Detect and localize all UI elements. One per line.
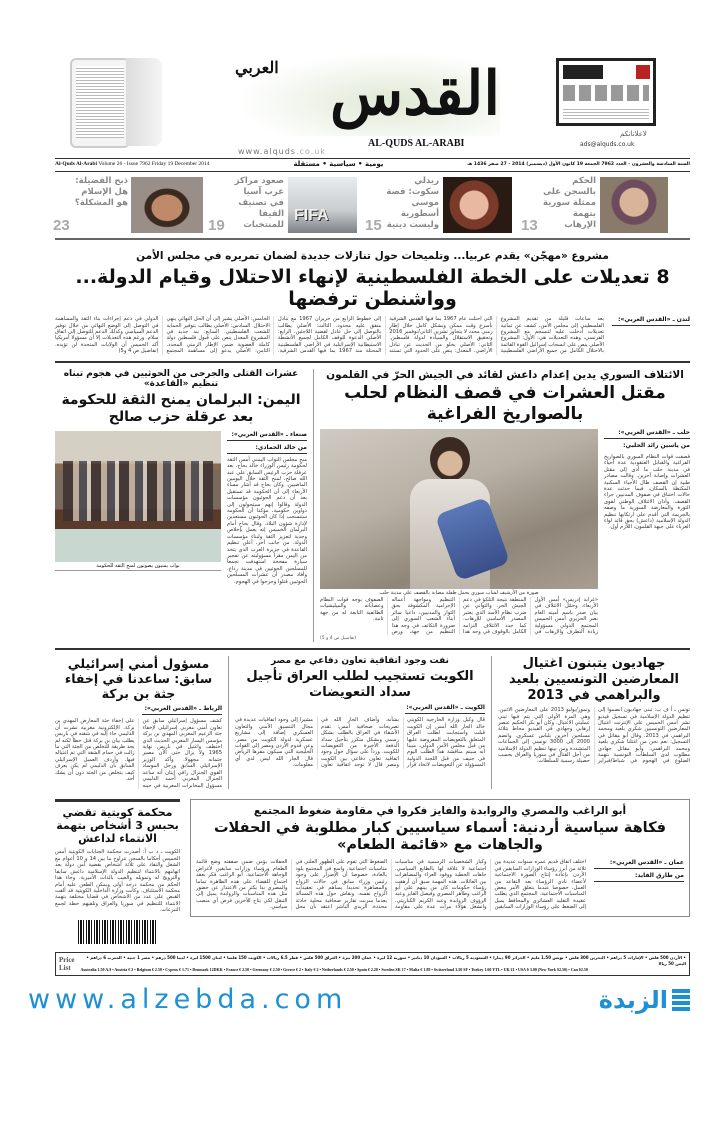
rule: [55, 238, 690, 240]
kuwait-iraq-headline[interactable]: الكويت تستجيب لطلب العراق تأجيل سداد التعويضات: [246, 669, 474, 700]
syria-photo-caption: صورة من الأرشيف لشاب سوري يحمل طفلة مصابة بالقصف على مدينة حلب: [379, 590, 539, 596]
israel-body: كشف مسؤول إسرائيلي سابق عن تعاون أمني مغربي إسرائيلي لإخفاء جثة الزعيم المغربي المهدي بن بركة مؤسس اليسار المغربي الحديث الذي اختطف واغتيل في باريس نهاية 1965 ولا يزال حتى الآن مصير جثمانه مجهولا. وأكد الوزير الإسرائيلي السابق ورجل الموساد القوي الجنرال رافي إيتان أنه ساعد الجنرال المغربي أحمد الدليمي مسؤول المخابرات المغربية في حينه على إخفاء جثة المعارض المهدي بن بركة. الإلكترونية مغربية نشرت أن الدليمي جاء إليه في شقته في باريس يطلب بيان بن بركة قتل خطأ لكنه لم يجد طريقة للتخلص من الجثة التي ما زالت في حمام الشقة التي تم اغتياله فيها. وأردف العميل الإسرائيلي السابق بأن الدليمي لم يكن يعرف كيف يتخلص من الجثة دون أن يشك أحد.: [55, 718, 222, 789]
latin-name: AL-QUDS AL-ARABI: [368, 138, 465, 149]
kuwait-court-story: [55, 799, 180, 944]
syria-continued: (تفاصيل ص 4 و 5): [320, 636, 357, 642]
jordan-author: من طارق الفايد:: [594, 872, 684, 882]
url-main: www.alquds: [238, 147, 296, 156]
rule: [55, 361, 690, 363]
teaser-photo-ridley-scott[interactable]: [443, 177, 512, 233]
paper-name-latin: Al-Quds Al-Arabi: [55, 161, 98, 167]
issue-details: Volume 26 - Issue 7962 Friday 19 December 2014: [98, 161, 210, 167]
dateline-left: [55, 160, 209, 169]
column-divider: [228, 656, 229, 788]
jordan-body: اختلف اتفاق قديم عمره سنوات عديدة بين ثلاثة من أبرز رؤساء الوزارات السابقين في الأردن بإعادة إنتاج الصورة الاجتماعية لأعضاء نادي الرؤساء بعد التقاعد من العمل، خصوصا عندما يتعلق الأمر ببعض المناسبات الاجتماعية. المجتمع الذي يطلب عقيدة التقليد العشائري والمحافظ يميل إلى الضغط على رؤساء الوزارات السابقين وكبار الشخصيات الرسمية في مناسبات اجتماعية لا علاقة لها بالطابع السياسي. جاهات الخطبة ووفود العزاء والمصاهرات بين العائلات. هذه المهمة سبق أن أرهقت رؤساء حكومات كان من بينهم علي أبو الراغب وطاهر المصري وفيصل الفايز وعبد الرؤوف الروابدة وعبد الكريم الكباريتي. وانشغل هؤلاء مرات عدة على مقاومة الضغوط التي تقوم على الظهور العلني في مناسبات اجتماعية. واسع في المجتمع يلوذ بالعادة، خصوصا أن الإصرار على وجود رئيس وزراء سابق في حالات الزواج والمصاهرة تحديدا يساهم في تعقيدات الزواج نفسه. ونقاش حول هذه المسألة بعدما سربت تقارير صحافية محلية حادثة محددة. الزيدي الباشر اعتقد بأن محل الحفلات يؤمن ضمن صفقته وضع قائمة الطعام ورؤساء وزارات سابقين لأغراض الوجاهة الاجتماعية. أبو الراغب فكر بعقد اجتماع للقضاء على هذه الظاهرة تماما والمصري بدا يكثر من الاعتذار عن حضور مثل هذه المناسبات والروابدة يميل إلى التنقل لكي يتاح للآخرين فرص أي منصب سياسي.: [196, 859, 586, 911]
teaser-page-number: 15: [365, 217, 382, 234]
jordan-headline[interactable]: فكاهة سياسية أردنية: أسماء سياسيين كبار مطلوبة في الحفلات والجاهات مع «قائمة الطعام»: [213, 819, 667, 853]
teaser-photo-actress[interactable]: [600, 177, 668, 233]
ad-email[interactable]: ads@alquds.co.uk: [580, 141, 635, 148]
lead-headline[interactable]: 8 تعديلات على الخطة الفلسطينية لإنهاء الاحتلال وقيام الدولة... وواشنطن ترفضها: [75, 265, 670, 311]
teaser-text[interactable]: صعود مراكز عرب آسيا في تصنيف الفيفا للمنتخبات: [234, 176, 284, 230]
rule: [55, 158, 690, 159]
tunisia-story: [498, 656, 690, 764]
url-tld: .co.uk: [295, 147, 326, 156]
logo-main: القدس: [329, 59, 500, 129]
web-ad-monitor: [556, 58, 656, 126]
ipad-ad: [62, 58, 166, 148]
watermark-url: www.alzebda.com: [28, 983, 348, 1015]
row-three: [55, 656, 690, 788]
price-label: Price: [59, 955, 75, 964]
row-four: [55, 799, 690, 944]
jordan-byline: عمان ـ «القدس العربي»:: [594, 859, 684, 869]
list-label: List: [59, 963, 71, 972]
teaser-text[interactable]: ذبح الفضيلة: هل الإسلام هو المشكلة؟: [74, 176, 128, 208]
website-url[interactable]: [238, 147, 326, 156]
watermark-logo: [599, 985, 690, 1015]
kuwait-iraq-subhead[interactable]: نفت وجود اتفاقية تعاون دفاعي مع مصر: [271, 656, 449, 667]
yemen-photo-caption: نواب يمنيون يصوتون لمنح الثقة للحكومة: [55, 562, 221, 571]
tunisia-body: تونس ـ أ ف ب: تبنى جهاديون انضموا إلى تنظيم الدولة الإسلامية في تسجيل فيديو نشر أمس الخميس على الإنترنت اغتيال المعارضين التونسيين شكري بلعيد ومحمد البراهمي في 2013. وقال أبو مقاتل في التسجيل: نعم نحن من اغتلنا شكري بلعيد ومحمد البراهمي. وأبو مقاتل جهادي مطلوب لدى السلطات التونسية بتهمة الضلوع في الهجوم في شباط/فبراير وتموز/يوليو 2013 على المعارضين الاثنين. وهي المرة الأولى التي يتم فيها تبني عمليتي الاغتيال. وكان أبو بكر الحكيم عنصر إرهابي وجهادي في الفيديو محاط بثلاثة مسلحين آخرين بلباس عسكري. وانضم 2000 إلى 3000 تونسي إلى الجماعات المتشددة ومن بينها تنظيم الدولة الإسلامية من أجل القتال في سوريا والعراق بحسب حصيلة رسمية للسلطات.: [498, 707, 690, 765]
barcode: [78, 920, 158, 944]
lead-body: بعد ساعات قليلة من تقديم المشروع الفلسطيني إلى مجلس الأمن، كشف عن ثمانية تعديلات أدخلت عليه لتنسجم مع المشروع الفرنسي، وهذه التعديلات هي: الأول: المشروع الأصلي ينص على انسحاب إسرائيل القوة القائمة بالاحتلال الكامل من جميع الأراضي الفلسطينية التي احتلت عام 1967 بما فيها القدس الشرقية بأسرع وقت ممكن وبشكل كامل خلال إطار زمني محدد لا يتجاوز تشرين الثاني/نوفمبر 2016 وتحقيق الاستقلال والسيادة لدولة فلسطين. الثاني: الأصلي يخلو من الحديث عن تبادل الأراضي. المعدل: ينص على الحدود التي تستند إلى خطوط الرابع من حزيران 1967 مع تبادل متفق عليه محدود. الثالث: الأصلي يطالب بالتوصل إلى حل عادل لقضية اللاجئين. الرابع: الأصلي الدعوة للوقف الكامل لجميع الأنشطة الاستيطانية الإسرائيلية في الأراضي الفلسطينية المحتلة منذ 1967 بما فيها القدس الشرقية. الخامس: الأصلي يشير إلى أن الحل النهائي ينهي الاحتلال. السادس: الأصلي يطالب بتوفير الحماية للشعب الفلسطيني. السابع: بند جديد في المشروع المعدل ينص على قبول فلسطين دولة كاملة العضوية ضمن الإطار الزمني المحدد. الثامن: الأصلي يدعو إلى مساهمة المجتمع الدولي في دعم إجراءات بناء الثقة والمساهمة في التوصل إلى الوضع النهائي من خلال توفير الدعم السياسي وكذلك الدعم للتوصل إلى اتفاق سلام. ورغم هذه التعديلات إلا أن مسؤولا أمريكيا أكد الخميس أن الولايات المتحدة لن تؤيده. (تفاصيل ص 4 و5): [55, 316, 604, 355]
syria-author: من ياسين رائد الحلبي:: [623, 442, 690, 449]
dateline-center: يومية • سياسية • مستقلة: [293, 160, 384, 168]
page-body: [28, 244, 690, 1016]
ad-label: لاعلاناتكم: [620, 130, 647, 138]
israel-story: [55, 656, 222, 788]
teaser-text[interactable]: الحكم بالسجن على ممثلة سورية بتهمة الإرهاب: [543, 176, 596, 230]
jordan-subhead[interactable]: أبو الراغب والمصري والروابدة والفايز فكروا في مقاومة ضغوط المجتمع: [253, 804, 627, 817]
rule: [55, 648, 690, 650]
dateline-right: السنة السادسة والعشرون - العدد 7962 الجمعة 19 كانون الأول (ديسمبر) 2014 - 27 صفر 1436 هـ: [467, 162, 690, 167]
kuwait-iraq-byline: الكويت ـ «القدس العربي»:: [405, 704, 485, 714]
lead-byline: لندن ـ «القدس العربي»:: [612, 316, 690, 326]
column-divider: [491, 656, 492, 788]
menu-lines-icon: [672, 989, 690, 1011]
yemen-story: [55, 369, 307, 585]
teaser-photo-fifa[interactable]: [288, 177, 357, 233]
yemen-body: منح مجلس النواب اليمني أمس الثقة لحكومة رئيس الوزراء خالد بحاح، بعد عرقلة حزب الرئيس السابق علي عبد الله صالح، لمنح الثقة خلال اليومين الماضيين. وكان بحاح قد أشار مساء الأربعاء إلى أن الحكومة قد تستقيل بعد أن دعم الحوثيون مؤسسات الدولة وقالوا إنهم سيتحولون إلى دواوين حكومية، مؤكدا أن الحكومة ستنسحب إذا كان الحوثيون مستعدين لإدارة شؤون البلاد. وقال بحاح أمام البرلمان الخميس إنه يعمل بإخلاص وجدية لتعزيز الثقة ولبناء مؤسسات الدولة. من جانب آخر، أعلن تنظيم القاعدة في جزيرة العرب الذي يتخذ من اليمن مقرا مسؤوليته عن تفجير سيارة مفخخة استهدفت تجمعا للمسلحين الحوثيين في مدينة رداع. وأفاد مصدر أن عشرات المسلحين الحوثيين قتلوا وجرحوا في الهجوم.: [227, 456, 307, 585]
watermark: [28, 984, 690, 1016]
jordan-box: [190, 799, 690, 917]
teaser-text[interactable]: ريدلي سكوت: قصة موسى أسطورية وليست دينية: [386, 176, 439, 230]
syria-byline: حلب ـ «القدس العربي»:: [604, 429, 690, 439]
yemen-byline: صنعاء ـ «القدس العربي»:: [227, 431, 307, 441]
dateline: [55, 160, 690, 169]
syria-body-side: قصفت قوات النظام السوري بالصواريخ الفراغية والقنابل العنقودية عدة أحياء في مدينة حلب ما أدى إلى مقتل العشرات وإصابة آخرين. وقالت مصادر طبية إن القصف طال الأحياء السكنية المكتظة بالسكان، فيما حدثت عدة حالات اختناق في صفوف المدنيين جراء القصف. وأدان الائتلاف الوطني لقوى الثورة والمعارضة السورية ما وصفه بالجريمة التي أقدم على ارتكابها تنظيم الدولة الإسلامية (داعش) بحق قائد لواء الغرباء على جبهة القلمون، اللازم أول.: [604, 454, 690, 531]
kuwait-court-body: الكويت ـ د ب أ: أصدرت محكمة الجنايات الكويتية أمس الخميس أحكاما بالسجن تتراوح ما بين 14 و 10 أعوام مع الشغل والنفاذ على ثلاثة أشخاص بقضية أمن دولة بعد اتهامهم بالانتماء لتنظيم الدولة الإسلامية داعش سابقا والترويج له وتمويله والعيب بالذات الأميرية. وجاء هذا الحكم من محكمة درجة أولى ويمكن الطعن عليه أمام محكمة الاستئناف. وكانت وزارة الداخلية الكويتية قد ألقت القبض على عدد من الأشخاص في قضايا مختلفة بتهمة الانتماء للتنظيم في سوريا والعراق وتلقيهم خطة لجمع التبرعات.: [55, 849, 180, 914]
syria-headline[interactable]: مقتل العشرات في قصف النظام لحلب بالصواريخ الفراغية: [344, 383, 666, 424]
logo-sub: العربي: [235, 58, 279, 77]
rule: [55, 171, 690, 172]
price-list-arab: • الأردن 500 فلس • الإمارات 5 دراهم • البحرين 300 فلس • تونس 1.50 مليم • الجزائر 90 دينارا • السعودية 5 ريالات • السودان 10 دنانير • سورية 12 ليرة • عمان 200 بيزة • العراق 500 فلس • قطر 6.5 ريالات • الكويت 150 فلسا • لبنان 1500 ليرة • ليبيا 500 درهم • مصر 1 جنيه • المغرب 6 دراهم • اليمن 50 ريالا: [86, 954, 686, 966]
yemen-author: من خالد الحمادي:: [227, 444, 307, 454]
syria-subhead[interactable]: الائتلاف السوري يدين إعدام داعش لقائد في الجيش الحرّ في القلمون: [326, 368, 684, 381]
row-syria-yemen: [55, 369, 690, 643]
syria-body-bottom: «غرابة إدريس» أمس الأول الأربعاء. وحمّل الائتلاف في بيان صدر باسم أمينه العام نصر الحريري أمس الخميس المجتمع الدولي مسؤولية زيادة التطرف والإرهاب في المنطقة نتيجة التلكؤ في دعم الجيش الحر. والتواني عن ضرب نظام الأسد الذي يعتبر المصدر الأساسي للإرهاب. كما جدد الائتلاف التزامه الكامل بالوقوف في وجه هذا التنظيم ومواجهة أعماله الإجرامية المكشوفة بحق الثوار والمدنيين، داعيا سائر أبناء الشعب السوري إلى ضرورة التكاتف في وجه هذا التنظيم من جهة، ورص الصفوف بوجه قوات النظام وعصاباته والميليشيات الطائفية التابعة له من جهة ثانية.: [320, 597, 598, 636]
masthead-logo[interactable]: [235, 52, 500, 136]
yemen-parliament-photo[interactable]: [55, 431, 221, 562]
tunisia-headline[interactable]: جهاديون يتبنون اغتيال المعارضين التونسيين بلعيد والبراهمي في 2013: [509, 656, 679, 703]
syria-photo[interactable]: [320, 429, 598, 589]
teaser-page-number: 13: [521, 217, 538, 234]
watermark-logo-text: الزبدة: [598, 985, 668, 1014]
israel-headline[interactable]: مسؤول أمني إسرائيلي سابق: ساعدنا في إخفاء جثة بن بركة: [64, 656, 213, 702]
teaser-page-number: 19: [208, 217, 225, 234]
price-list: [55, 952, 690, 976]
israel-byline: الرباط ـ «القدس العربي»:: [142, 705, 222, 715]
syria-story: [320, 369, 690, 643]
price-list-intl: Australia 1.50 A.$ • Austria € 2 • Belgium € 2.50 • Cyprus € 1.71 • Denmark 12DKK • France € 2.50 • Germany € 2.50 • Greece € 2 • Italy € 2 • Netherlands € 2.50 • Spain € 2.20 • Sweden SK 17 • Malta € 1.89 • Switzerland 3.50 SF • Turkey 1.60 YTL • UK £1 • USA $ 3.00 (New York $2.50) • Can $2.50: [80, 966, 588, 972]
teaser-photo-author[interactable]: [131, 177, 203, 233]
kuwait-court-headline[interactable]: محكمة كويتية تقضي بحبس 3 أشخاص بتهمة الانتماء لداعش: [56, 805, 179, 846]
teaser-page-number: 23: [53, 217, 70, 234]
fifa-logo-text: FIFA: [294, 207, 329, 224]
lead-subhead[interactable]: مشروع «مهجّن» يقدم عربيا... وتلميحات حول تنازلات جديدة لضمان تمريره في مجلس الأمن: [136, 250, 609, 262]
lead-story: [55, 244, 690, 355]
yemen-subhead[interactable]: عشرات القتلى والجرحى من الحوثيين في هجوم تبناه تنظيم «القاعدة»: [63, 368, 299, 390]
kuwait-iraq-story: [235, 656, 485, 768]
column-divider: [313, 369, 314, 643]
kuwait-iraq-body: قال وكيل وزارة الخارجية الكويتي خالد الجار الله أمس إن الكويت قبلت واستجابت لطلب العراق المتعلق بالتعويضات المفروضة عليها من قبل مجلس الأمن الدولي. مبينا أنه سيتم مناقشة هذا الطلب اليوم في جنيف من قبل اللجنة الدولية المسؤولة عن التعويضات لاتخاذ قرار بشأنه. وأضاف الجار الله في تصريحات صحافية أمس: تقدم الأشقاء في العراق بالطلب بشكل رسمي وبشكل متكرر بتأجيل سداد الدفعة الأخيرة من التعويضات للكويت. ورداً على سؤال حول وجود اتفاقية تعاون دفاعي بين الكويت ومصر قال لا توجد اتفاقية تعاون مشيرا إلى وجود اتفاقيات عديدة في مجال التنسيق الأمني والتعاون العسكري إضافة إلى مشاريع عسكرية لدولة الكويت من مصر. وعن قدوم الأردن ومصر إلى القوات الخليجية التي سيكون مقرها الرياض قال الجار الله ليس لدي أي معلومات.: [235, 717, 485, 769]
yemen-headline[interactable]: اليمن: البرلمان يمنح الثقة للحكومة بعد عرقلة حزب صالح: [61, 392, 301, 426]
